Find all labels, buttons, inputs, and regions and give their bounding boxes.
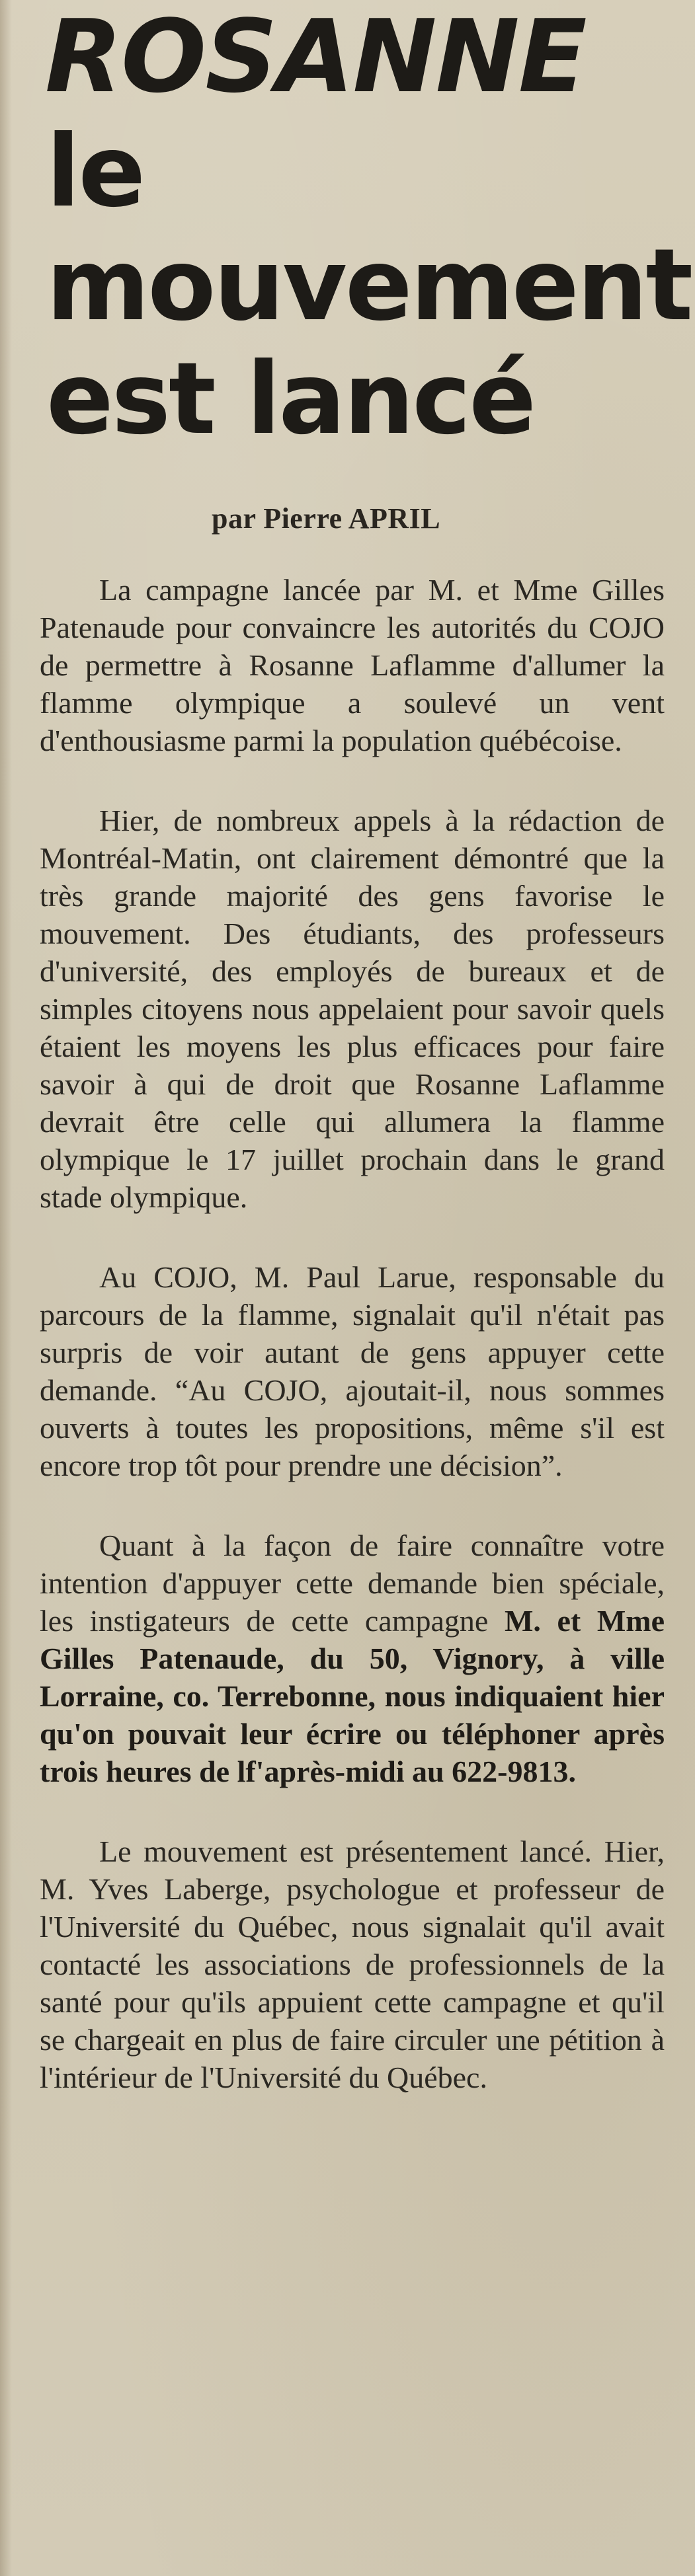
paragraph-1-text: La campagne lancée par M. et Mme Gilles Patenaude pour convaincre les autorités du COJO de permettre à Rosanne Laflamme d'allumer la flamme olympique a soulevé un vent d'enthousiasme parmi la population québécoise. xyxy=(40,573,665,757)
headline-line-4: est lancé xyxy=(46,342,535,457)
headline-line-3: mouvement xyxy=(46,228,692,343)
headline-line-2: le xyxy=(46,114,144,229)
paragraph-5-text: Le mouvement est présentement lancé. Hier, M. Yves Laberge, psychologue et professeur de l'Université du Québec, nous signalait qu'il avait contacté les associations de professionnels de la santé pour qu'ils appuient cette campagne et qu'il se chargeait en plus de faire circuler une pétition à l'intérieur de l'Université du Québec. xyxy=(40,1835,665,2094)
paragraph-2-text: Hier, de nombreux appels à la rédaction de Montréal-Matin, ont clairement démontré que la très grande majorité des gens favorise le mouvement. Des étudiants, des professeurs d'université, des employés de bureaux et de simples citoyens nous appelaient pour savoir quels étaient les moyens les plus efficaces pour faire savoir à qui de droit que Rosanne Laflamme devrait être celle qui allumera la flamme olympique le 17 juillet prochain dans le grand stade olympique. xyxy=(40,804,665,1214)
article-body xyxy=(40,571,669,2096)
byline: par Pierre APRIL xyxy=(212,502,441,535)
paragraph-4 xyxy=(40,1527,665,1790)
paragraph-5 xyxy=(40,1833,665,2096)
paragraph-4-text: Quant à la façon de faire connaître votre intention d'appuyer cette demande bien spéciale, les instigateurs de cette campagne xyxy=(40,1529,665,1638)
paragraph-4-bold-contact: M. et Mme Gilles Patenaude, du 50, Vignory, à ville Lorraine, co. Terrebonne, nous indiquaient hier qu'on pouvait leur écrire ou téléphoner après trois heures de lf'après-midi au 622-9813. xyxy=(40,1604,665,1788)
paragraph-3 xyxy=(40,1258,665,1484)
headline xyxy=(40,0,692,463)
paragraph-1 xyxy=(40,571,665,759)
paragraph-3-text: Au COJO, M. Paul Larue, responsable du parcours de la flamme, signalait qu'il n'était pas surpris de voir autant de gens appuyer cette demande. “Au COJO, ajoutait-il, nous sommes ouverts à toutes les propositions, même s'il est encore trop tôt pour prendre une décision”. xyxy=(40,1260,665,1482)
paragraph-2 xyxy=(40,802,665,1216)
headline-line-1: ROSANNE xyxy=(45,0,586,115)
